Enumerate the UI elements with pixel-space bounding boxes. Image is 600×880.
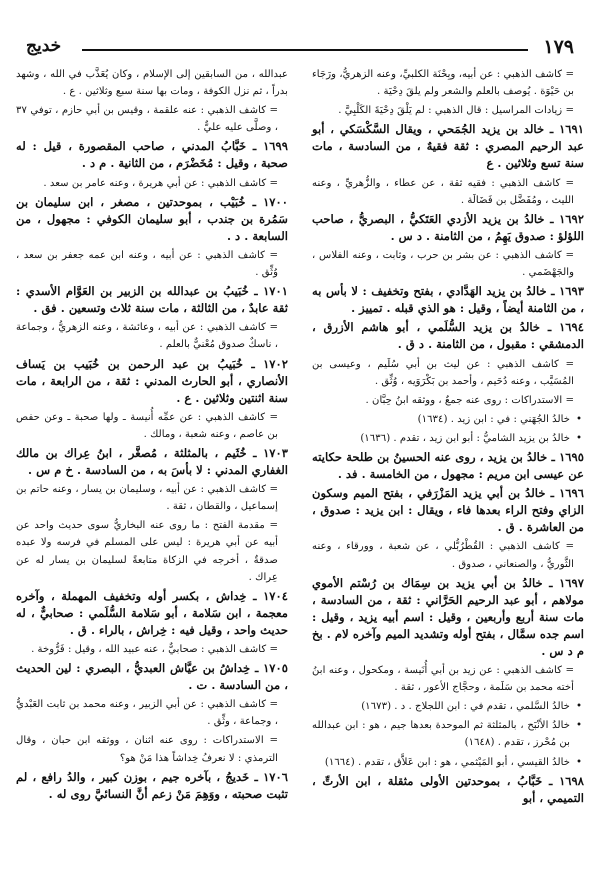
annotation-paragraph: = كاشف الذهبي : فقيه ثقة ، عن عطاء ، والزُّهريِّ ، وعنه الليث ، ومُفَضَّل بن فَضَالَة . <box>312 177 574 206</box>
annotation-paragraph: = كاشف الذهبي : عن أبي الزبير ، وعنه محمد بن ثابت العَبْديُّ ، وجماعة ، وثِّق . <box>16 699 278 728</box>
biography-entry: ١٦٩٩ ـ خَبَّابُ المدني ، صاحب المقصورة ، قيل : له صحبة ، وقيل : مُخَضْرَم ، من الثانية . م د . <box>16 139 288 171</box>
biography-entry: ١٧٠٦ ـ خَديجُ ، بآخره جيم ، بوزن كبير ، والدُ رافع ، لم تثبت صحبته ، ووَهِمَ مَنْ زعم أنَّ النسائيَّ روى له . <box>16 769 288 801</box>
biography-entry: ١٦٩١ ـ خالد بن يزيد الجُمَحي ، ويقال السَّكْسَكي ، أبو عبد الرحيم المصري : ثقة فقيهٌ ، من السادسة ، مات سنة تسع وثلاثين . ع <box>312 122 584 171</box>
annotation-paragraph: = كاشف الذهبي : عن أبي هريرة ، وعنه عامر بن سعد . <box>43 177 278 189</box>
annotation-paragraph: = كاشف الذهبي : عن زيد بن أبي أُنَيسة ، ومكحول ، وعنه ابنُ أخته محمد بن سَلَمة ، وحجَّاج الأعور ، ثقة . <box>312 665 574 694</box>
annotation-paragraph: = الاستدراكات : روى عنه اثنان ، ووثقه ابن حبان ، وقال الترمذي : لا نعرفُ خِداشاً هذا مَنْ هو؟ <box>16 735 278 764</box>
cross-reference: • خالدُ السَّلمي ، تقدم في : ابن اللجلاج . د . (١٦٧٣) <box>312 698 584 715</box>
annotation-paragraph: = كاشف الذهبي : عن أبيه ، وسليمان بن يسار ، وعنه حاتم بن إسماعيل ، والقطان ، ثقة . <box>16 484 278 513</box>
biography-entry: ١٦٩٤ ـ خالدُ بن يزيد السُّلَمي ، أبو هاشم الأزرق ، الدمشقي : مقبول ، من الثامنة . د ق . <box>312 320 584 352</box>
biography-entry: ١٦٩٢ ـ خالدُ بن يزيد الأزدي العَتَكيُّ ، البصريُّ ، صاحب اللؤلؤ : صدوق يَهِمُ ، من الثامنة . د س . <box>312 211 584 243</box>
cross-reference: • خالدُ بن يزيد الشاميُّ : أبو ابن زيد ، تقدم . (١٦٣٦) <box>312 430 584 447</box>
annotation-paragraph: = كاشف الذهبي : عن أبيه ، وعنه ابن عمه جعفر بن سعد ، وُثِّق . <box>16 249 278 279</box>
biography-entry: ١٧٠٠ ـ خُبَيْب ، بموحدتين ، مصغر ، ابن سليمان بن سَمُرة بن جندب ، أبو سليمان الكوفي : مجهول ، من السابعة . د . <box>16 194 288 243</box>
running-title: خديج <box>26 36 62 56</box>
biography-entry: ١٦٩٥ ـ خالدُ بن يزيد ، روى عنه الحسينُ بن طلحة حكايته عن عيسى ابن مريم : مجهول ، من الخامسة . فد . <box>312 449 584 482</box>
annotation-paragraph: = كاشف الذهبي : عن بشر بن حرب ، وثابت ، وعنه الفلاس ، والجَهْضَمي . <box>312 249 574 279</box>
annotation-paragraph: = زيادات المراسيل : قال الذهبي : لم يَلْقَ دِحْيَةَ الكَلْبِيَّ . <box>338 105 574 117</box>
cross-reference: • خالدُ الأنْبَح ، بالمثلثة ثم الموحدة بعدها جيم ، هو : ابن عبدالله بن مُحْرز ، تقدم . (١٦٤٨) <box>312 717 584 751</box>
left-column <box>16 66 288 805</box>
biography-entry: ١٧٠٢ ـ خُبَيبُ بن عبد الرحمن بن خُبَيب بن يَساف الأنصاري ، أبو الحارث المدني : ثقة ، من الرابعة ، مات سنة اثنتين وثلاثين . ع . <box>16 356 288 405</box>
annotation-paragraph: = كاشف الذهبي : عن عمِّه أُنيسة ـ ولها صحبة ـ وعن حفص بن عاصم ، وعنه شعبة ، ومالك . <box>16 411 278 440</box>
annotation-paragraph: = الاستدراكات : روى عنه جمعٌ ، ووثقه ابنُ حِبَّان . <box>365 394 574 406</box>
page-number: ١٧٩ <box>543 36 574 58</box>
header-rule <box>82 49 528 51</box>
biography-entry: ١٦٩٣ ـ خالدُ بن يزيد الهَدَّادي ، بفتح وتخفيف : لا بأس به ، من الثامنة أيضاً ، وقيل : هو الذي قبله . تمييز . <box>312 284 584 316</box>
annotation-paragraph: = كاشف الذهبي : عن ليث بن أبي سُلَيم ، وعيسى بن المُسَيَّب ، وعنه دُحَيم ، وأحمد بن بَكْرَوَيه ، وُثِّق . <box>312 358 574 387</box>
biography-entry: ١٧٠٣ ـ خُثَيم ، بالمثلثة ، مُصغَّر ، ابنُ عِراك بن مالك الغفاري المدني : لا بأسَ به ، من السادسة . خ م س . <box>16 445 288 478</box>
biography-entry: ١٧٠٤ ـ خِداش ، بكسر أوله وتخفيف المهملة ، وآخره معجمة ، ابن سَلامة ، أبو سَلامة السُّلَمي : صحابيٌّ ، له حديث واحد ، وقيل فيه : خِراش ، بالراء . ق . <box>16 588 288 637</box>
biography-entry: ١٧٠١ ـ خُبَيبُ بن عبدالله بن الزبير بن العَوَّام الأسدي : ثقة عابدٌ ، من الثالثة ، مات سنة ثلاث وتسعين . فق . <box>16 284 288 316</box>
biography-entry: ١٧٠٥ ـ خِداشُ بن عيَّاش العبديُّ ، البصري : لين الحديث ، من السادسة . ت . <box>16 661 288 693</box>
right-column <box>312 66 584 809</box>
annotation-paragraph: = كاشف الذهبي : القُطْرُبُّلي ، عن شعبة ، وورقاء ، وعنه الثَّوريُّ ، والصنعاني ، صدوق . <box>312 541 574 570</box>
annotation-paragraph: = كاشف الذهبي : عن أبيه ، وعائشة ، وعنه الزهريُّ ، وجماعة ، ناسكٌ صدوق مُعْنيٌّ بالعلم . <box>16 322 278 351</box>
cross-reference: • خالدُ القيسي ، أبو المَيْثمي ، هو : ابن عَلاَّق ، تقدم . (١٦٦٤) <box>312 754 584 771</box>
annotation-paragraph: = كاشف الذهبي : عن أبيه، وبِحْنَة الكلبيِّ، وعنه الزهريُّ، ورَجَاء بن حَيْوَة . يُوصف بالعلم والشعر ولم يلقَ دِحْيَة . <box>312 69 574 98</box>
page-header <box>22 36 578 62</box>
biography-entry: ١٦٩٧ ـ خالدُ بن أبي يزيد بن سِمَاك بن رُسْتم الأموي مولاهم ، أبو عبد الرحيم الحَرَّاني : ثقة ، من السادسة ، مات سنة أربع وأربعين ، وقيل : اسم أبيه يزيد ، وقيل : اسم جده سمَّال ، بفتح أوله وتشديد الميم وآخره لام . بخ م د س . <box>312 575 584 658</box>
biography-entry: ١٦٩٦ ـ خالدُ بن أبي يزيد المَزْرَفي ، بفتح الميم وسكون الزاي وفتح الراء بعدها فاء ، ويقال : ابن يزيد : صدوق ، من العاشرة . ق . <box>312 486 584 535</box>
annotation-paragraph: عبدالله ، من السابقين إلى الإسلام ، وكان يُعَذَّب في الله ، وشهد بدراً ، ثم نزل الكوفة ، ومات بها سنة سبع وثلاثين . ع . <box>16 69 288 98</box>
annotation-paragraph: = كاشف الذهبي : صحابيٌّ ، عنه عبيد الله ، وقيل : فَرُّوخة . <box>31 644 278 655</box>
annotation-paragraph: = كاشف الذهبي : عنه علقمة ، وقيس بن أبي حازم ، توفي ٣٧ ، وصلَّى عليه عليٌّ . <box>16 105 278 134</box>
biography-entry: ١٦٩٨ ـ خَبَّابُ ، بموحدتين الأولى مثقلة ، ابن الأرتِّ ، التميمي ، أبو <box>312 773 584 805</box>
cross-reference: • خالدُ الجُهَني : في : ابن زيد . (١٦٣٤) <box>312 411 584 428</box>
annotation-paragraph: = مقدمة الفتح : ما روى عنه البخاريُّ سوى حديث واحد عن أبيه عن أبي هريرة : ليس على المسلم في فرسه ولا عبده صدقةٌ ، أخرجه في الزكاة متابعةً لسليمان بن يسار له عن عِراك . <box>16 520 278 583</box>
